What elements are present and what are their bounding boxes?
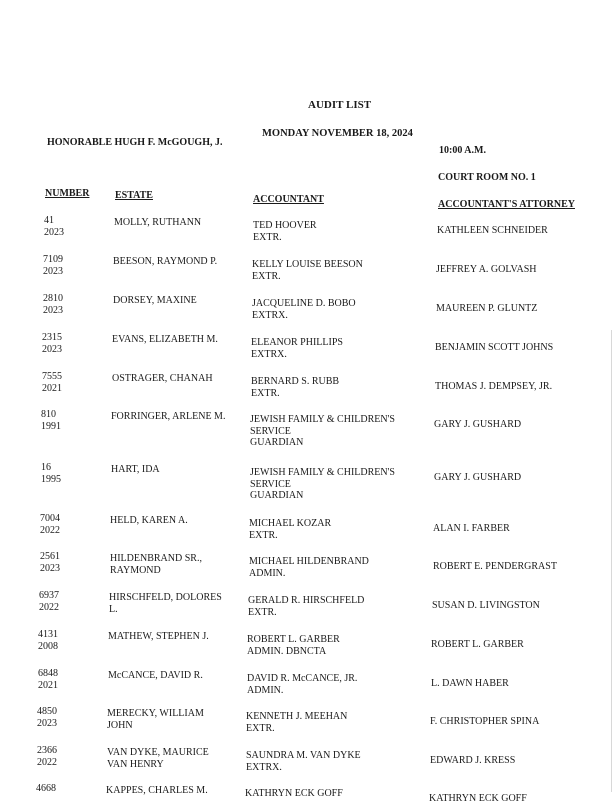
accountant-attorney: ALAN I. FARBER xyxy=(433,523,510,534)
case-number-line: 7109 xyxy=(43,254,63,265)
accountant-name xyxy=(251,376,339,399)
estate-name xyxy=(113,256,217,268)
hearing-time: 10:00 A.M. xyxy=(439,145,486,156)
accountant-name-line: ADMIN. DBNCTA xyxy=(247,645,327,657)
accountant-name-line: MICHAEL HILDENBRAND xyxy=(249,556,369,567)
accountant-name-line: EXTR. xyxy=(249,529,278,541)
accountant-name-line: KELLY LOUISE BEESON xyxy=(252,259,363,270)
case-number-line: 2023 xyxy=(43,265,63,277)
accountant-attorney: MAUREEN P. GLUNTZ xyxy=(436,303,538,314)
estate-name xyxy=(112,334,218,346)
estate-name-line: L. xyxy=(109,603,118,615)
estate-name-line: MATHEW, STEPHEN J. xyxy=(108,631,209,642)
column-header-accountant: ACCOUNTANT xyxy=(253,194,324,205)
accountant-attorney: F. CHRISTOPHER SPINA xyxy=(430,716,540,727)
estate-name xyxy=(110,515,188,527)
page-title: AUDIT LIST xyxy=(308,99,372,111)
case-number-line: 41 xyxy=(44,215,54,226)
estate-name-line: McCANCE, DAVID R. xyxy=(108,670,203,681)
estate-name xyxy=(114,217,201,229)
accountant-name xyxy=(246,711,347,734)
accountant-name-line: KENNETH J. MEEHAN xyxy=(246,711,348,722)
case-number xyxy=(44,215,64,238)
accountant-name-line: JACQUELINE D. BOBO xyxy=(252,298,356,309)
column-header-estate: ESTATE xyxy=(115,190,153,201)
estate-name xyxy=(110,553,202,576)
case-number-line: 1995 xyxy=(41,473,61,485)
accountant-name-line: KATHRYN ECK GOFF xyxy=(245,788,343,799)
case-number-line: 2023 xyxy=(42,343,62,355)
case-number-line: 4131 xyxy=(38,629,58,640)
case-number-line: 2315 xyxy=(42,332,62,343)
estate-name-line: DORSEY, MAXINE xyxy=(113,295,197,306)
case-number xyxy=(43,293,63,316)
estate-name xyxy=(111,411,225,423)
estate-name-line: RAYMOND xyxy=(110,564,161,576)
case-number xyxy=(41,462,61,485)
case-number xyxy=(38,668,58,691)
estate-name-line: BEESON, RAYMOND P. xyxy=(113,256,218,267)
accountant-attorney: KATHLEEN SCHNEIDER xyxy=(437,225,548,236)
accountant-name-line: ELEANOR PHILLIPS xyxy=(251,337,343,348)
case-number-line: 2021 xyxy=(38,679,58,691)
court-room: COURT ROOM NO. 1 xyxy=(438,172,536,183)
case-number-line: 2008 xyxy=(38,640,58,652)
case-number-line: 2023 xyxy=(43,304,63,316)
accountant-name xyxy=(249,556,369,579)
accountant-name-line: DAVID R. McCANCE, JR. xyxy=(247,673,358,684)
case-number xyxy=(36,783,56,795)
hearing-date: MONDAY NOVEMBER 18, 2024 xyxy=(262,128,413,139)
accountant-name xyxy=(253,220,317,243)
case-number-line: 2022 xyxy=(37,756,57,768)
accountant-name xyxy=(247,673,357,696)
estate-name-line: HIRSCHFELD, DOLORES xyxy=(109,592,222,603)
case-number-line: 2022 xyxy=(39,601,59,613)
estate-name-line: EVANS, ELIZABETH M. xyxy=(112,334,218,345)
case-number-line: 2023 xyxy=(44,226,64,238)
accountant-name-line: GUARDIAN xyxy=(250,490,304,501)
estate-name xyxy=(106,785,208,797)
accountant-name-line: MICHAEL KOZAR xyxy=(249,518,332,529)
estate-name xyxy=(113,295,197,307)
case-number-line: 4850 xyxy=(37,706,57,717)
estate-name-line: VAN DYKE, MAURICE xyxy=(107,747,209,758)
estate-name xyxy=(112,373,213,385)
accountant-name-line: ADMIN. xyxy=(247,684,284,696)
accountant-name xyxy=(250,414,395,449)
case-number xyxy=(41,409,61,432)
accountant-name-line: SAUNDRA M. VAN DYKE xyxy=(246,750,361,761)
accountant-attorney: ROBERT L. GARBER xyxy=(431,639,524,650)
accountant-name xyxy=(252,298,356,321)
case-number-line: 4668 xyxy=(36,783,56,794)
estate-name-line: MERECKY, WILLIAM xyxy=(107,708,204,719)
accountant-name-line: TED HOOVER xyxy=(253,220,317,231)
case-number xyxy=(39,590,59,613)
judge-name: HONORABLE HUGH F. McGOUGH, J. xyxy=(47,137,223,148)
case-number-line: 7004 xyxy=(40,513,60,524)
accountant-name-line: JEWISH FAMILY & CHILDREN'S xyxy=(250,467,395,478)
accountant-name-line: EXTR. xyxy=(246,722,275,734)
accountant-name-line: SERVICE xyxy=(250,478,291,490)
accountant-name-line: GUARDIAN xyxy=(250,437,304,448)
case-number xyxy=(42,332,62,355)
case-number-line: 2021 xyxy=(42,382,62,394)
accountant-name xyxy=(250,467,395,502)
accountant-name-line: EXTRX. xyxy=(246,761,282,773)
case-number xyxy=(37,745,57,768)
accountant-name-line: EXTRX. xyxy=(251,348,287,360)
accountant-name-line: SERVICE xyxy=(250,425,291,437)
accountant-name-line: EXTR. xyxy=(251,387,280,399)
accountant-name xyxy=(252,259,363,282)
case-number-line: 2023 xyxy=(40,562,60,574)
case-number-line: 2366 xyxy=(37,745,57,756)
accountant-attorney: THOMAS J. DEMPSEY, JR. xyxy=(435,381,553,392)
accountant-attorney: GARY J. GUSHARD xyxy=(434,419,522,430)
estate-name-line: HELD, KAREN A. xyxy=(110,515,188,526)
case-number xyxy=(42,371,62,394)
accountant-name-line: EXTRX. xyxy=(252,309,288,321)
accountant-name xyxy=(247,634,340,657)
accountant-name-line: JEWISH FAMILY & CHILDREN'S xyxy=(250,414,395,425)
estate-name xyxy=(107,747,209,770)
accountant-attorney: EDWARD J. KRESS xyxy=(430,755,516,766)
estate-name-line: HART, IDA xyxy=(111,464,160,475)
accountant-attorney: ROBERT E. PENDERGRAST xyxy=(433,561,557,572)
case-number xyxy=(40,513,60,536)
accountant-name-line: EXTR. xyxy=(252,270,281,282)
case-number-line: 2810 xyxy=(43,293,63,304)
accountant-name xyxy=(248,595,364,618)
estate-name-line: KAPPES, CHARLES M. xyxy=(106,785,208,796)
case-number-line: 6937 xyxy=(39,590,59,601)
accountant-attorney: KATHRYN ECK GOFF xyxy=(429,793,527,804)
estate-name xyxy=(108,631,209,643)
accountant-attorney: SUSAN D. LIVINGSTON xyxy=(432,600,540,611)
accountant-name-line: EXTR. xyxy=(248,606,277,618)
accountant-name xyxy=(251,337,343,360)
accountant-name-line: GERALD R. HIRSCHFELD xyxy=(248,595,365,606)
estate-name-line: FORRINGER, ARLENE M. xyxy=(111,411,226,422)
estate-name xyxy=(109,592,222,615)
accountant-name xyxy=(246,750,361,773)
accountant-name-line: ROBERT L. GARBER xyxy=(247,634,340,645)
estate-name xyxy=(108,670,203,682)
estate-name-line: JOHN xyxy=(107,719,133,731)
estate-name-line: HILDENBRAND SR., xyxy=(110,553,202,564)
accountant-attorney: BENJAMIN SCOTT JOHNS xyxy=(435,342,554,353)
accountant-name-line: BERNARD S. RUBB xyxy=(251,376,340,387)
column-header-number: NUMBER xyxy=(45,188,90,199)
estate-name xyxy=(107,708,204,731)
accountant-attorney: L. DAWN HABER xyxy=(431,678,509,689)
case-number-line: 2023 xyxy=(37,717,57,729)
case-number xyxy=(40,551,60,574)
case-number-line: 6848 xyxy=(38,668,58,679)
accountant-attorney: GARY J. GUSHARD xyxy=(434,472,522,483)
case-number-line: 7555 xyxy=(42,371,62,382)
case-number xyxy=(43,254,63,277)
accountant-name-line: EXTR. xyxy=(253,231,282,243)
estate-name xyxy=(111,464,160,476)
accountant-name xyxy=(249,518,331,541)
case-number-line: 810 xyxy=(41,409,56,420)
estate-name-line: VAN HENRY xyxy=(107,758,164,770)
case-number-line: 1991 xyxy=(41,420,61,432)
case-number xyxy=(37,706,57,729)
case-number xyxy=(38,629,58,652)
accountant-name xyxy=(245,788,343,800)
column-header-attorney: ACCOUNTANT'S ATTORNEY xyxy=(438,199,575,210)
estate-name-line: OSTRAGER, CHANAH xyxy=(112,373,213,384)
accountant-attorney: JEFFREY A. GOLVASH xyxy=(436,264,537,275)
accountant-name-line: ADMIN. xyxy=(249,567,286,579)
estate-name-line: MOLLY, RUTHANN xyxy=(114,217,202,228)
case-number-line: 2561 xyxy=(40,551,60,562)
case-number-line: 16 xyxy=(41,462,51,473)
case-number-line: 2022 xyxy=(40,524,60,536)
